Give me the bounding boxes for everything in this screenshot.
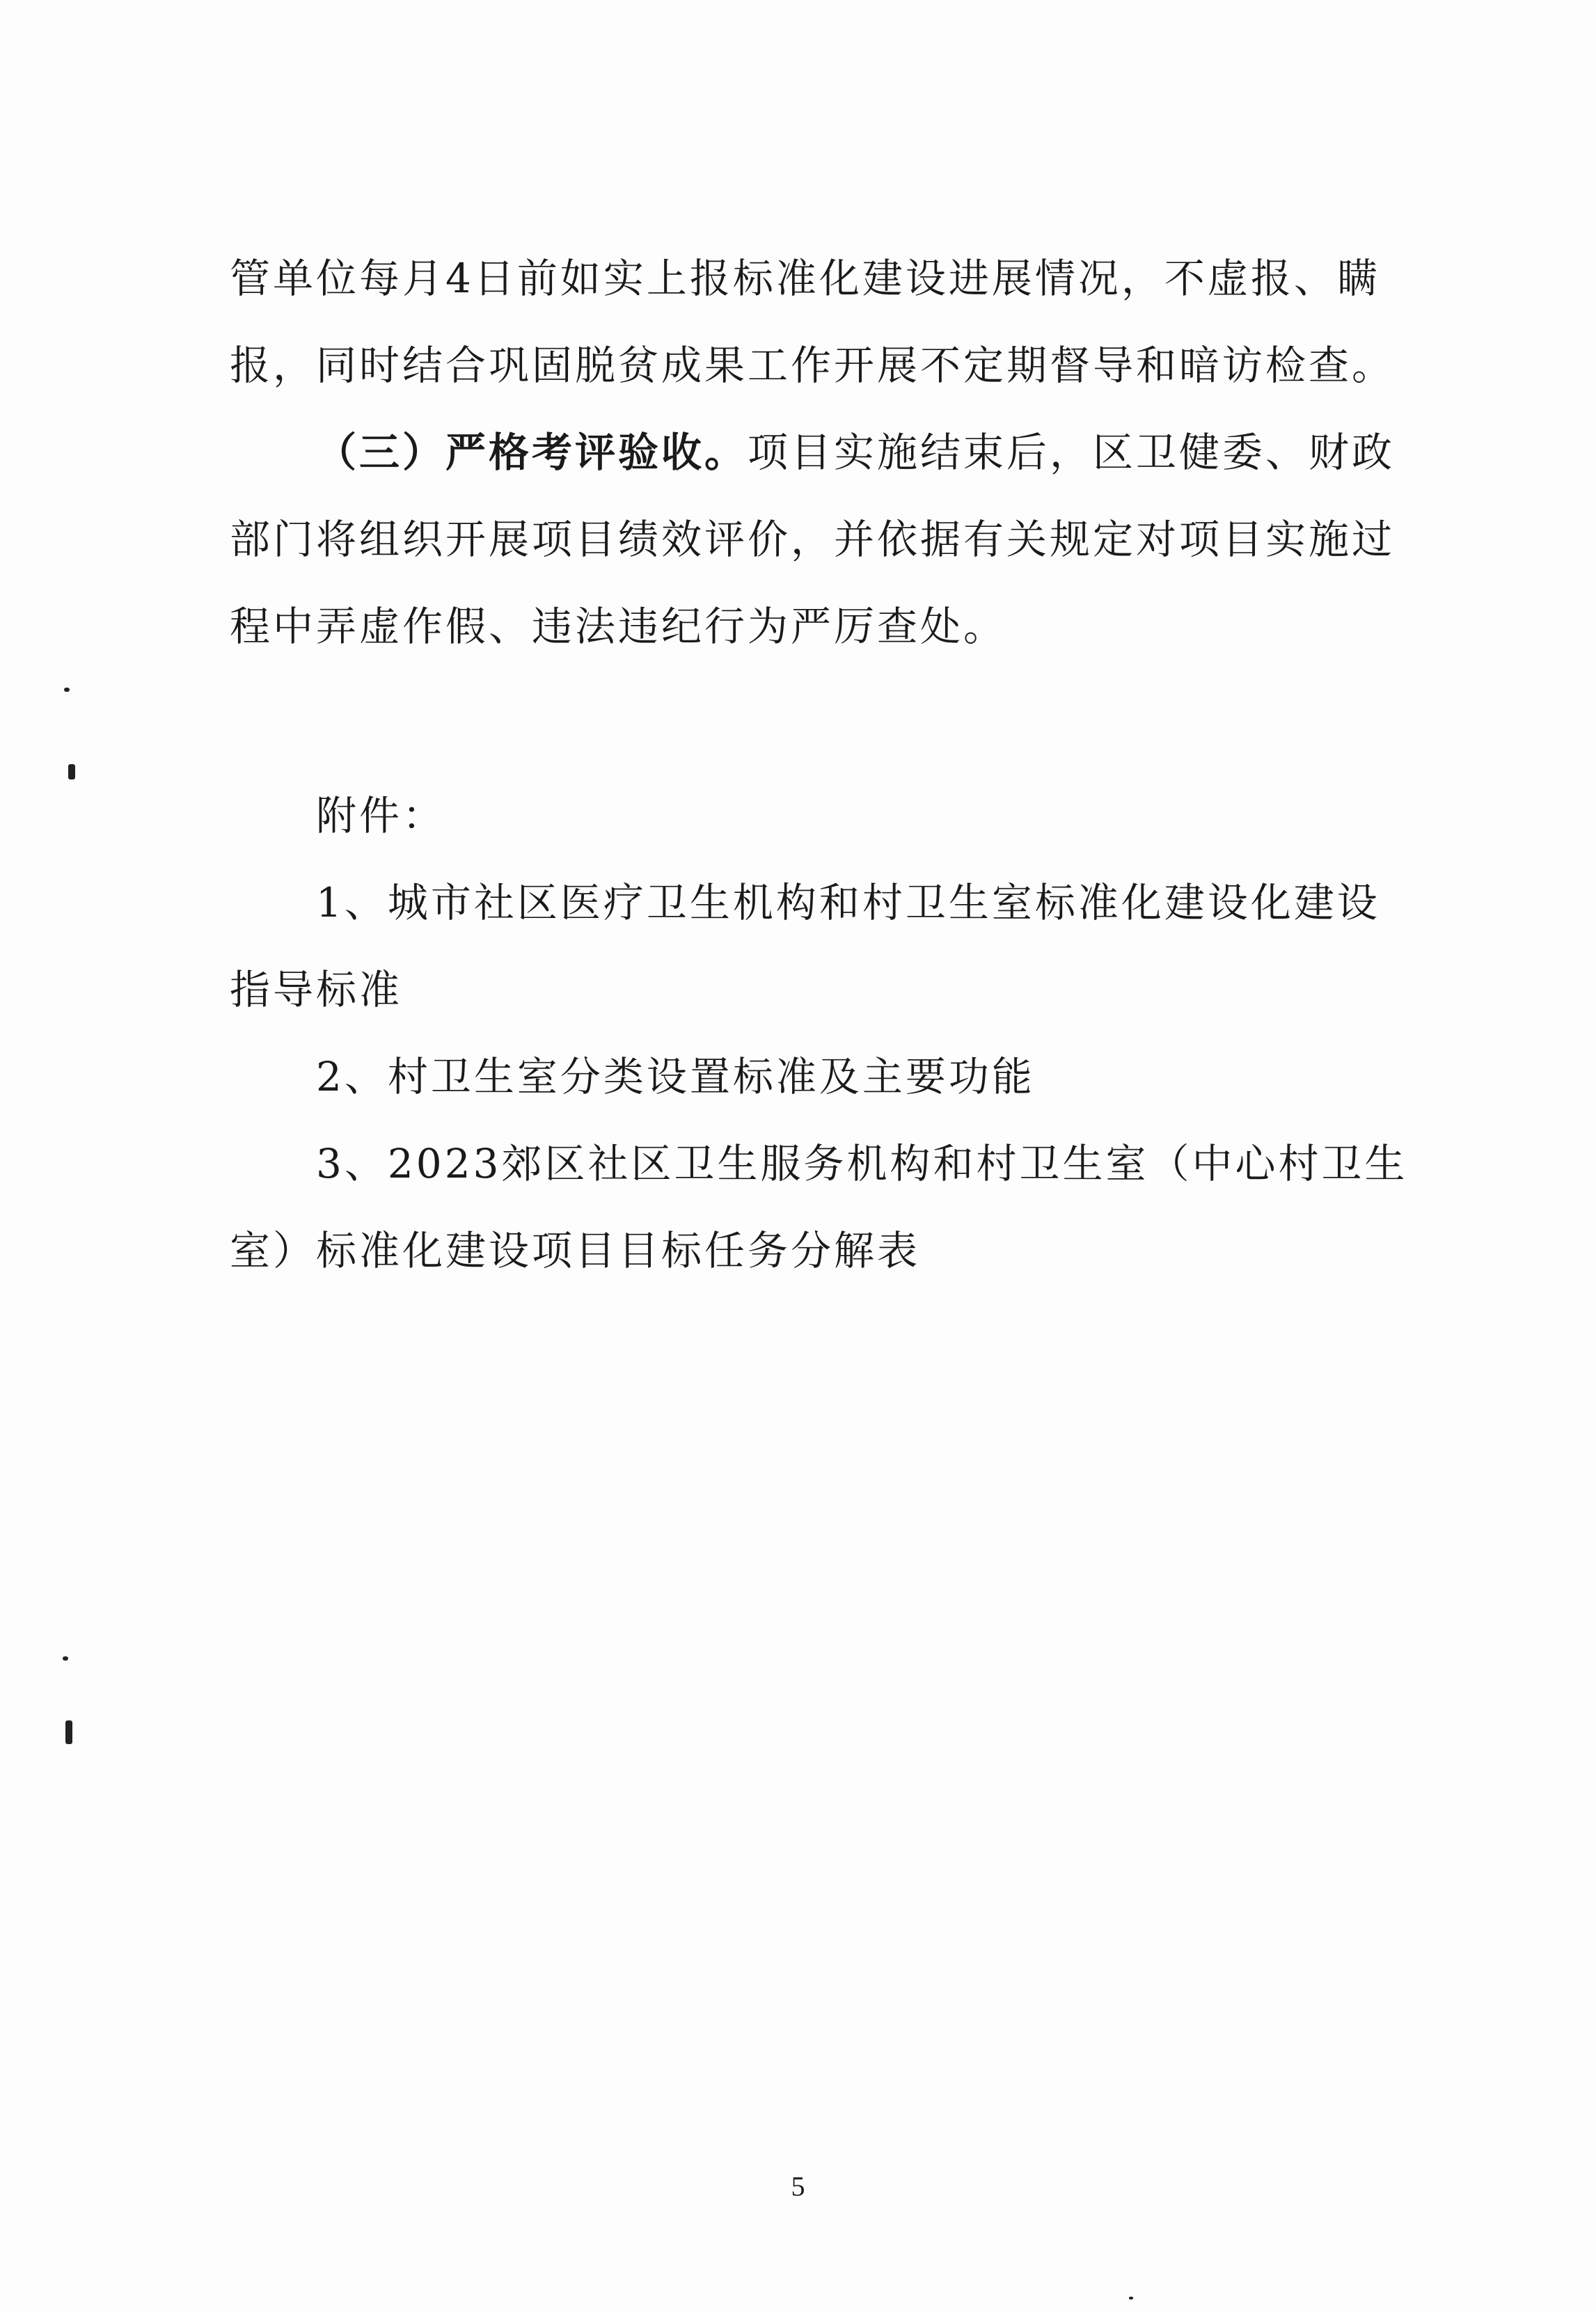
section-heading: （三）严格考评验收。 <box>316 429 748 476</box>
paragraph-2-line-3: 程中弄虚作假、违法违纪行为严厉查处。 <box>230 603 1007 650</box>
binding-hole-mark <box>64 688 70 692</box>
paragraph-1-line-1: 管单位每月4日前如实上报标准化建设进展情况，不虚报、瞒 <box>230 255 1380 302</box>
paragraph-2-line-1 <box>230 409 1396 496</box>
binding-hole-mark <box>65 1720 72 1744</box>
body-text <box>230 235 1396 670</box>
page-number: 5 <box>791 2171 805 2202</box>
attachments-section <box>230 773 1408 1294</box>
attachments-label: 附件： <box>316 792 446 839</box>
paragraph-1-line-2: 报，同时结合巩固脱贫成果工作开展不定期督导和暗访检查。 <box>230 342 1396 389</box>
attachment-3-line-2: 室）标准化建设项目目标任务分解表 <box>230 1227 921 1274</box>
attachment-1-line-1: 1、城市社区医疗卫生机构和村卫生室标准化建设化建设 <box>316 879 1380 926</box>
paragraph-2-line-2: 部门将组织开展项目绩效评价，并依据有关规定对项目实施过 <box>230 516 1396 563</box>
attachment-3-line-1: 3、2023郊区社区卫生服务机构和村卫生室（中心村卫生 <box>316 1140 1408 1187</box>
attachment-1-line-2: 指导标准 <box>230 966 403 1013</box>
paragraph-2-line-1-text: 项目实施结束后，区卫健委、财政 <box>748 429 1396 476</box>
scan-speck <box>1129 2297 1133 2299</box>
attachment-2: 2、村卫生室分类设置标准及主要功能 <box>316 1053 1035 1100</box>
binding-hole-mark <box>68 764 75 779</box>
binding-hole-mark <box>63 1656 68 1661</box>
